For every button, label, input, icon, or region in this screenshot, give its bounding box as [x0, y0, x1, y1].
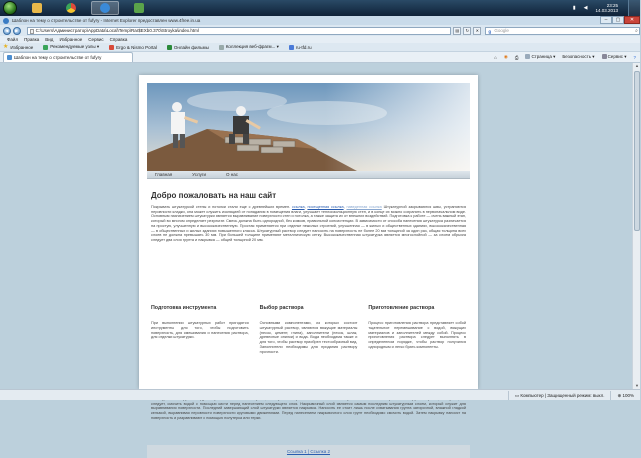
link[interactable]: ссылка — [291, 205, 305, 209]
column-text: Основными компонентами, из которых состоит штукатурный раствор, являются вяжущие материалы (песок, цемент, глина), заполнители (песок, шлак, древесные опилки) и вода. Вода необходима также и для того, чтобы раствор приобрел тестообразный вид. Заполнители необходимы для придания раствору прочности. — [259, 321, 358, 354]
menu-edit[interactable]: Правка — [24, 37, 40, 42]
column-heading: Приготовление раствора — [368, 305, 435, 311]
network-icon[interactable]: ▮ — [572, 5, 576, 11]
favorite-suggested-sites[interactable] — [43, 44, 99, 50]
menu-help[interactable]: Справка — [109, 37, 128, 42]
tab-row — [0, 52, 640, 63]
app-icon — [134, 3, 144, 13]
main-content — [151, 191, 466, 243]
google-icon: g — [488, 28, 492, 34]
favorites-label: Избранное — [10, 44, 34, 50]
show-desktop-button[interactable] — [628, 0, 640, 16]
page-heading: Добро пожаловать на наш сайт — [151, 191, 277, 200]
help-icon[interactable]: ? — [633, 54, 636, 60]
favorite-web-slices[interactable] — [219, 44, 279, 50]
windows-taskbar — [0, 0, 640, 16]
search-placeholder: Google — [494, 27, 509, 33]
search-input[interactable] — [485, 27, 640, 35]
feature-column — [368, 305, 466, 355]
visited-link[interactable]: посещенная ссылка — [307, 205, 344, 209]
site-footer — [147, 445, 470, 458]
clock[interactable] — [595, 3, 618, 13]
nav-services[interactable]: Услуги — [192, 172, 206, 177]
feeds-icon[interactable]: ◉ — [503, 54, 508, 59]
address-url: C:\Users\Администратор\AppData\Local\Temp\Rar$EXb0.370\Stroyka\index.html — [35, 27, 199, 33]
maximize-button[interactable]: ▢ — [612, 16, 624, 24]
site-page — [139, 75, 478, 454]
search-icon[interactable]: ⌕ — [635, 27, 638, 34]
menu-file[interactable]: Файл — [7, 37, 19, 42]
forward-button[interactable]: ▶ — [13, 27, 21, 35]
star-icon: ★ — [3, 44, 9, 50]
site-nav — [147, 171, 470, 179]
explorer-icon — [32, 3, 42, 13]
intro-text: Покрывать штукатуркой стены и потолки стали еще с древнейших времен. — [151, 205, 292, 209]
intro-text: Штукатурной закрываются швы, устраняются неровности кладки, она может служить изоляцией от попадания в помещения влаги, улучшает теплоизоляционную стен, и в конце их можно сохранить в первоначальном виде. Основным назначением штукатурки является выравнивание поверхности стен и потолка, а также защита их от внешних воздействий. Подготовка к работе — очень важный этап, который во многом определяет результат. Смесь должна быть однородной, без комков, правильной консистенции. В зависимости от способа нанесения штукатурка различается на простую, улучшенную и высококачественную. Простая применяется при отделке нежилых строений, улучшенная — в жилых и общественных зданиях, высококачественная — в общественных и жилых зданиях повышенного класса. Штукатурный раствор следует наносить на поверхность не более 20 мм толщиной за один раз, общая толщина всех слоев не должна превышать 30 мм. При большей толщине применяют металлическую сетку. Высококачественная штукатурка является многослойной — за слоем обрызга следует два слоя грунта и накрывка — общей толщиной 20 мм. — [151, 205, 466, 242]
scroll-down-icon[interactable]: ▼ — [635, 383, 639, 388]
zoom-icon: ⊕ — [617, 392, 623, 398]
page-menu[interactable] — [525, 54, 555, 60]
security-zone[interactable] — [508, 391, 611, 400]
column-heading: Подготовка инструмента — [151, 305, 217, 311]
system-tray — [573, 3, 618, 13]
browser-tab[interactable] — [3, 52, 133, 62]
feature-column — [260, 305, 358, 355]
refresh-icon[interactable]: ↻ — [463, 27, 471, 35]
tab-label: Шаблон на тему о строительстве от fufyry — [14, 55, 102, 60]
site-icon — [109, 45, 114, 50]
home-icon[interactable]: ⌂ — [494, 54, 497, 60]
clock-time: 23:25 — [606, 3, 618, 8]
status-bar — [0, 389, 640, 400]
safety-menu[interactable] — [562, 54, 594, 60]
window-title: Шаблон на тему о строительстве от fufyry - Internet Explorer предоставлен www.4free.in.ua — [12, 18, 201, 23]
ie-icon — [100, 3, 110, 13]
column-heading: Выбор раствора — [259, 305, 304, 311]
favorite-label: Ergo & Nismo Portal — [116, 44, 157, 50]
header-image — [147, 83, 470, 171]
column-text: Процесс приготовления раствора представляет собой тщательное перемешивание с водой, вяжущих материалов и заполнителей между собой. Процесс приготовления раствора следует выполнять в определенном порядке, чтобы раствор получился однородным и легко брать компоненты. — [368, 321, 467, 349]
menu-tools[interactable]: Сервис — [88, 37, 104, 42]
hover-link[interactable]: наведенная ссылка — [346, 205, 382, 209]
gear-icon — [602, 54, 607, 59]
compat-view-icon[interactable]: ▤ — [453, 27, 461, 35]
site-icon — [289, 45, 294, 50]
favorite-label: Рекомендуемые узлы ▾ — [50, 44, 100, 49]
clock-date: 14.03.2013 — [595, 8, 618, 13]
nav-home[interactable]: Главная — [155, 172, 173, 177]
address-field[interactable] — [27, 27, 452, 35]
tools-menu-label: Сервис ▾ — [607, 54, 627, 59]
favorite-online-films[interactable] — [167, 45, 209, 50]
address-row — [0, 25, 640, 36]
suggested-sites-icon — [43, 45, 48, 50]
taskbar-app-explorer[interactable] — [23, 1, 51, 15]
footer-links[interactable]: Ссылка 1 | Ссылка 2 — [286, 449, 331, 454]
vertical-scrollbar[interactable] — [632, 63, 640, 389]
feature-column — [151, 305, 249, 355]
taskbar-app-other[interactable] — [125, 1, 153, 15]
favorites-button[interactable] — [3, 44, 33, 50]
favorite-label: ru-tfd.ru — [295, 44, 312, 50]
page-icon — [30, 29, 34, 34]
ie-icon — [3, 18, 9, 24]
site-icon — [167, 45, 172, 50]
favorite-label: Онлайн фильмы — [173, 44, 209, 50]
computer-icon: ▭ — [514, 392, 521, 398]
intro-paragraph: Покрывать штукатуркой стены и потолки стали еще с древнейших времен. ссылка, посещенная ссылка, наведенная ссылка Штукатурной закрываются швы, устраняются неровности кладки, она может служить изоляцией от попадания в помещения влаги, улучшает теплоизоляционную стен, и в конце их можно сохранить в первоначальном виде. Основным назначением штукатурки является выравнивание поверхности стен и потолка, а также защита их от внешних воздействий. Подготовка к работе — очень важный этап, который во многом определяет результат. Смесь должна быть однородной, без комков, правильной консистенции. В зависимости от способа нанесения штукатурка различается на простую, улучшенную и высококачественную. Простая применяется при отделке нежилых строений, улучшенная — в жилых и общественных зданиях, высококачественная — в общественных и жилых зданиях повышенного класса. Штукатурный раствор следует наносить на поверхность не более 20 мм толщиной за один раз, общая толщина всех слоев не должна превышать 30 мм. При большей толщине применяют металлическую сетку. Высококачественная штукатурка является многослойной — за слоем обрызга следует два слоя грунта и накрывка — общей толщиной 20 мм. — [151, 205, 466, 242]
taskbar-app-chrome[interactable] — [57, 1, 85, 15]
tools-menu[interactable] — [602, 54, 627, 60]
volume-icon[interactable]: ◀ — [583, 5, 588, 11]
page-icon — [525, 54, 530, 59]
favorites-bar — [0, 43, 640, 52]
security-zone-label: Компьютер | Защищенный режим: выкл. — [520, 392, 605, 398]
menu-favorites[interactable]: Избранное — [59, 37, 83, 42]
zoom-label: 100% — [622, 392, 634, 398]
stop-icon[interactable]: ✕ — [473, 27, 481, 35]
outro-paragraph: следует, смочить водой с помощью кисти перед нанесением следующего слоя. Накрывочный слой является самым последним штукатурным слоем, который служит для выравнивания поверхности. Последний завершающий слой штукатурки является накрывка. Наносить ее стоит лишь после схватывания грунта затирочной, влажной гладкой кельмой, выравнивая неровности поверхности круговыми движениями. Перед нанесением накрывочного слоя грунт необходимо смочить водой. Затем накрывку наносят на поверхность и разравнивают с помощью полутерка или терки. — [151, 401, 466, 420]
page-menu-label: Страница ▾ — [531, 54, 556, 59]
web-slice-icon — [219, 45, 224, 50]
back-button[interactable]: ◀ — [3, 27, 11, 35]
start-button[interactable] — [3, 1, 17, 15]
window-titlebar — [0, 16, 640, 25]
favorite-ru-tfd[interactable] — [289, 45, 312, 50]
column-text: При выполнении штукатурных работ пригодятся инструменты для того, чтобы подготовить поверхность, для смешивания и нанесения раствора, для отделки штукатурки. — [151, 321, 249, 340]
command-bar — [494, 54, 636, 60]
page-icon — [7, 55, 12, 60]
menu-bar — [0, 36, 640, 43]
chrome-icon — [66, 3, 76, 13]
menu-view[interactable]: Вид — [45, 37, 54, 42]
minimize-button[interactable]: – — [600, 16, 612, 24]
scroll-up-icon[interactable]: ▲ — [635, 63, 639, 68]
taskbar-app-ie[interactable] — [91, 1, 119, 15]
nav-about[interactable]: О нас — [225, 172, 238, 177]
favorite-ergo-nismo[interactable] — [109, 45, 157, 50]
safety-menu-label: Безопасность ▾ — [562, 54, 595, 59]
favorite-label: Коллекция веб-фрагм... ▾ — [225, 44, 279, 49]
print-icon[interactable]: ⎙ — [514, 54, 519, 60]
zoom-level[interactable] — [610, 391, 640, 400]
close-button[interactable]: ✕ — [624, 16, 640, 24]
scrollbar-thumb[interactable] — [634, 71, 640, 231]
feature-columns — [151, 305, 466, 355]
